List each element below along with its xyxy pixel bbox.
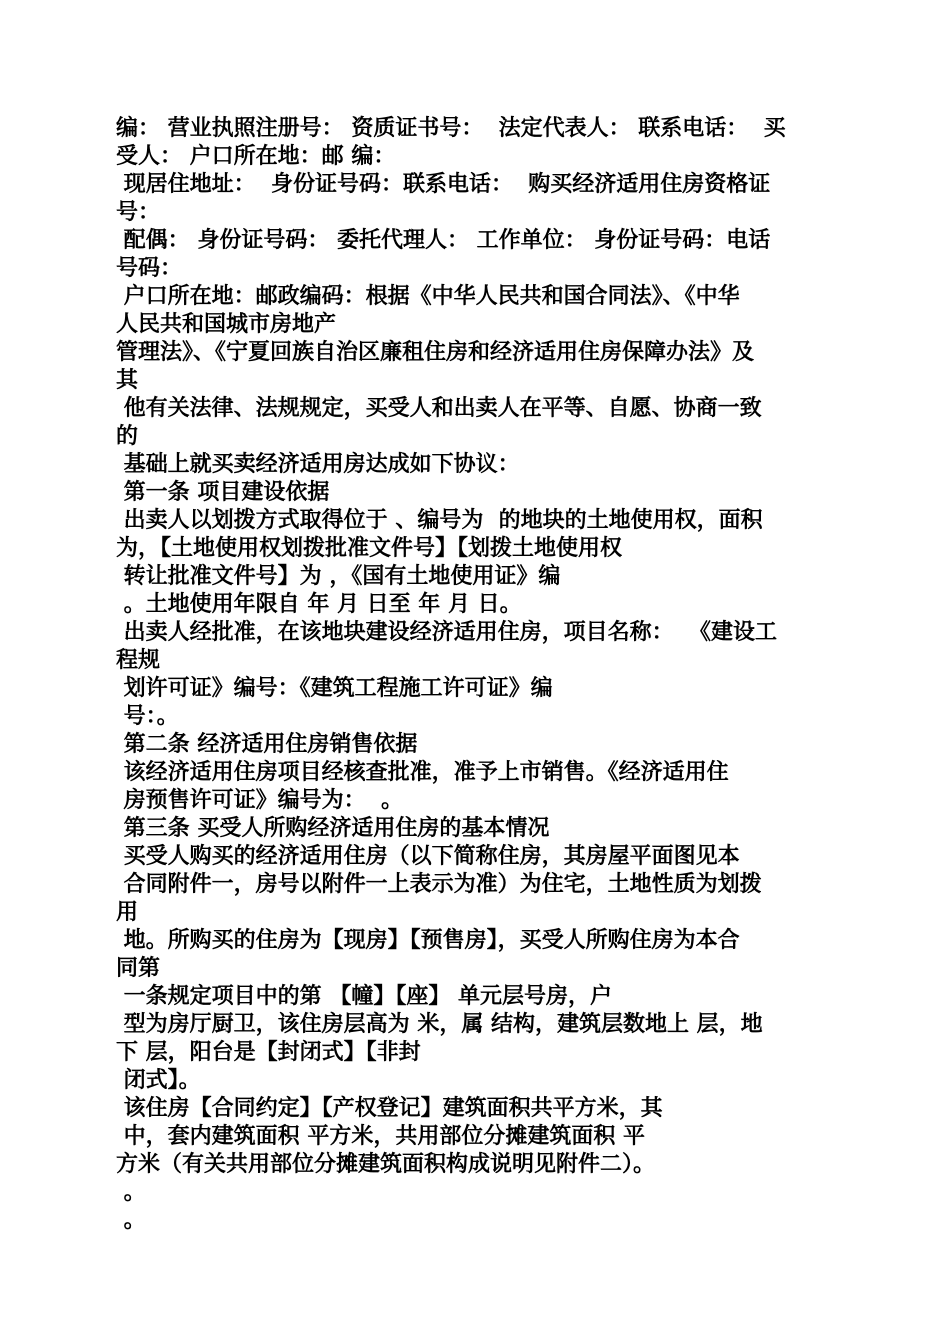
text-line: 为，【土地使用权划拨批准文件号】【划拨土地使用权 xyxy=(116,536,623,561)
text-line: 基础上就买卖经济适用房达成如下协议： xyxy=(116,452,520,477)
text-line: 该住房【合同约定】【产权登记】建筑面积共平方米，其 xyxy=(116,1096,663,1121)
text-line: 闭式】。 xyxy=(116,1068,201,1093)
text-line: 人民共和国城市房地产 xyxy=(116,312,337,337)
text-line: 划许可证》编号：《建筑工程施工许可证》编 xyxy=(116,676,553,701)
text-line: 号： xyxy=(116,200,161,225)
text-line: 管理法》、《宁夏回族自治区廉租住房和经济适用住房保障办法》及 xyxy=(116,340,755,365)
text-line: 出卖人以划拨方式取得位于 、编号为 的地块的土地使用权，面积 xyxy=(116,508,763,533)
text-line: 程规 xyxy=(116,648,161,673)
text-line: 。 xyxy=(116,1180,146,1205)
text-line: 房预售许可证》编号为： 。 xyxy=(116,788,403,813)
text-line: 受人： 户口所在地：邮 编： xyxy=(116,144,396,169)
text-line: 同第 xyxy=(116,956,161,981)
text-line: 现居住地址： 身份证号码：联系电话： 购买经济适用住房资格证 xyxy=(116,172,771,197)
text-line: 号码： xyxy=(116,256,183,281)
text-line: 户口所在地：邮政编码：根据《中华人民共和国合同法》、《中华 xyxy=(116,284,740,309)
text-line: 型为房厅厨卫，该住房层高为 米，属 结构，建筑层数地上 层，地 xyxy=(116,1012,763,1037)
text-line: 方米（有关共用部位分摊建筑面积构成说明见附件二）。 xyxy=(116,1152,656,1177)
text-line: 配偶： 身份证号码： 委托代理人： 工作单位： 身份证号码：电话 xyxy=(116,228,771,253)
text-line: 。土地使用年限自 年 月 日至 年 月 日。 xyxy=(116,592,522,617)
article-heading: 第三条 买受人所购经济适用住房的基本情况 xyxy=(116,816,550,841)
text-line: 号：。 xyxy=(116,704,179,729)
text-line: 编： 营业执照注册号： 资质证书号： 法定代表人： 联系电话： 买 xyxy=(116,116,786,141)
text-line: 转让批准文件号】为 ，《国有土地使用证》编 xyxy=(116,564,561,589)
text-line: 下 层，阳台是【封闭式】【非封 xyxy=(116,1040,421,1065)
text-line: 其 xyxy=(116,368,139,393)
article-heading: 第二条 经济适用住房销售依据 xyxy=(116,732,418,757)
text-line: 一条规定项目中的第 【幢】【座】 单元层号房，户 xyxy=(116,984,612,1009)
text-line: 合同附件一，房号以附件一上表示为准）为住宅，土地性质为划拨 xyxy=(116,872,762,897)
text-line: 该经济适用住房项目经核查批准，准予上市销售。《经济适用住 xyxy=(116,760,729,785)
text-line: 他有关法律、法规规定，买受人和出卖人在平等、自愿、协商一致 xyxy=(116,396,762,421)
text-line: 的 xyxy=(116,424,139,449)
text-line: 用 xyxy=(116,900,139,925)
article-heading: 第一条 项目建设依据 xyxy=(116,480,330,505)
contract-page xyxy=(116,115,836,1235)
text-line: 。 xyxy=(116,1208,146,1233)
text-line: 买受人购买的经济适用住房（以下简称住房，其房屋平面图见本 xyxy=(116,844,740,869)
text-line: 中，套内建筑面积 平方米，共用部位分摊建筑面积 平 xyxy=(116,1124,645,1149)
text-line: 出卖人经批准，在该地块建设经济适用住房，项目名称： 《建设工 xyxy=(116,620,777,645)
text-line: 地。所购买的住房为【现房】【预售房】，买受人所购住房为本合 xyxy=(116,928,740,953)
